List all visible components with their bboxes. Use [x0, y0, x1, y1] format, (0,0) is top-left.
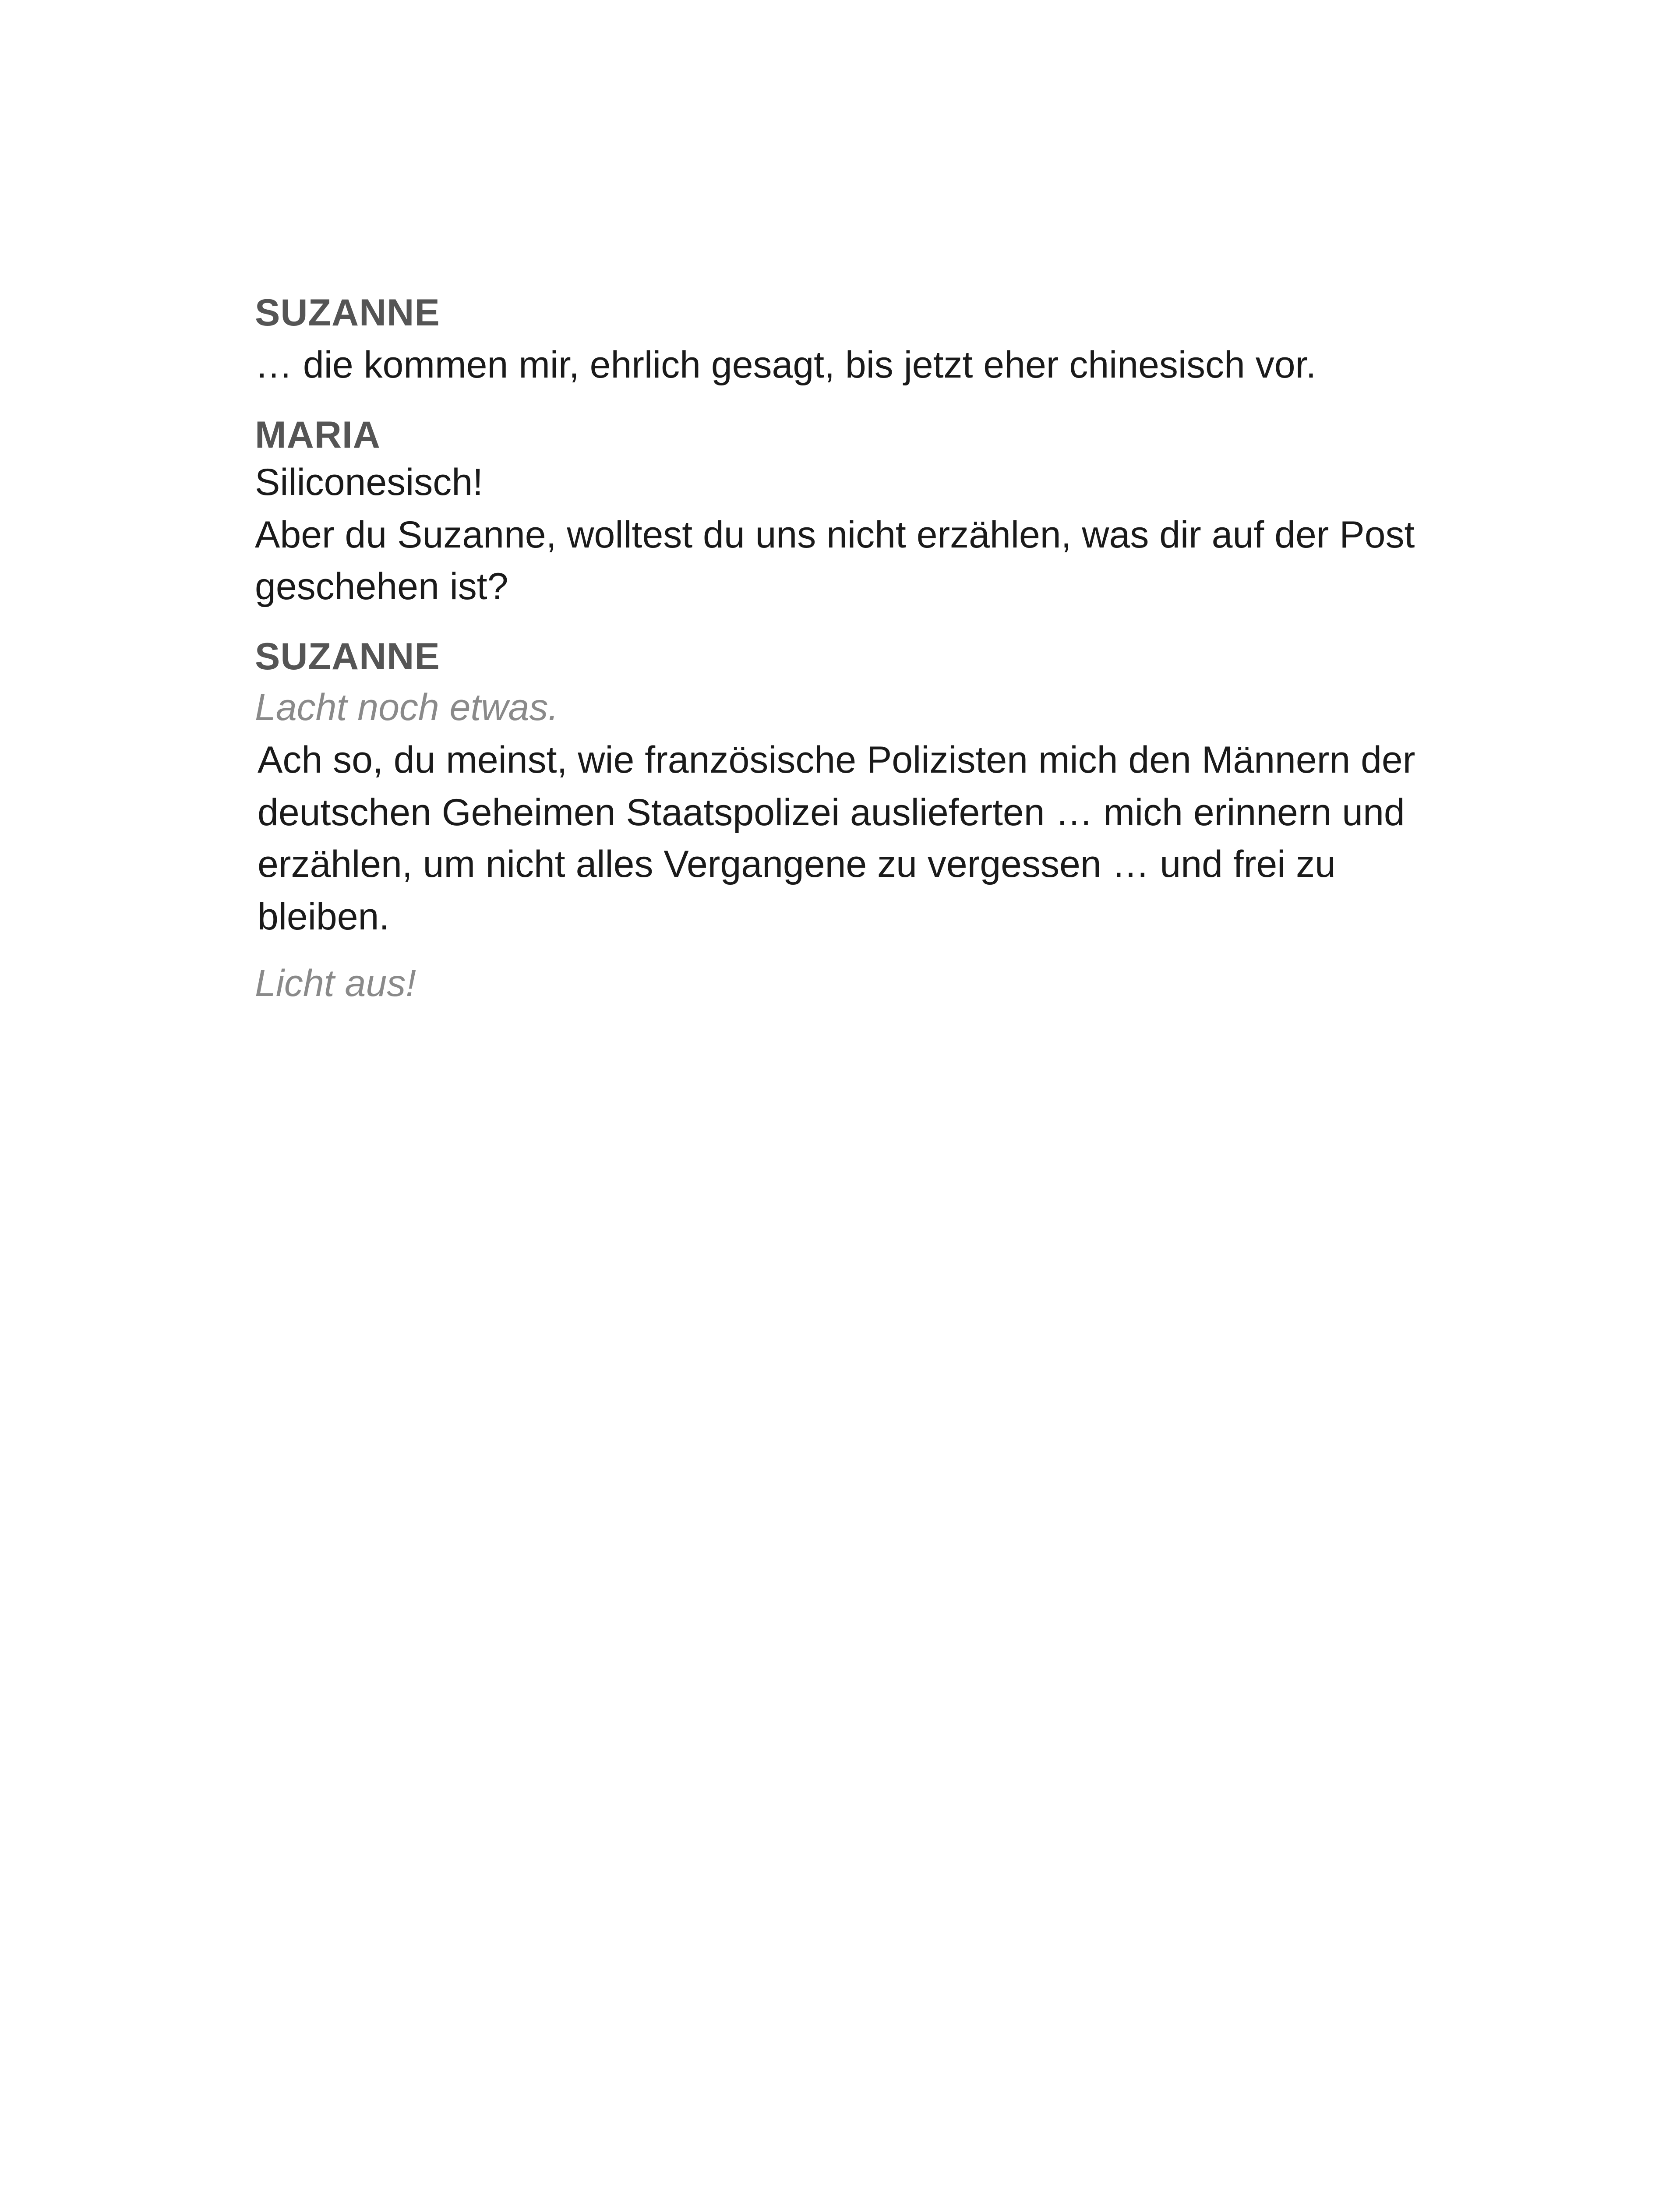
dialogue-line: Ach so, du meinst, wie französische Polizisten mich den Männern der: [258, 739, 1415, 781]
stage-direction: Lacht noch etwas.: [255, 686, 559, 728]
dialogue-line: geschehen ist?: [255, 565, 508, 608]
dialogue-line: erzählen, um nicht alles Vergangene zu vergessen … und frei zu: [258, 843, 1336, 885]
dialogue-line: Siliconesisch!: [255, 461, 483, 503]
dialogue-line: … die kommen mir, ehrlich gesagt, bis jetzt eher chinesisch vor.: [255, 344, 1316, 386]
dialogue-line: Aber du Suzanne, wolltest du uns nicht erzählen, was dir auf der Post: [255, 514, 1415, 556]
stage-direction: Licht aus!: [255, 962, 416, 1004]
speaker-name-suzanne: SUZANNE: [255, 636, 440, 678]
dialogue-line: deutschen Geheimen Staatspolizei auslieferten … mich erinnern und: [258, 791, 1405, 834]
speaker-name-maria: MARIA: [255, 414, 381, 456]
speaker-name-suzanne: SUZANNE: [255, 292, 440, 334]
dialogue-line: bleiben.: [258, 896, 390, 938]
